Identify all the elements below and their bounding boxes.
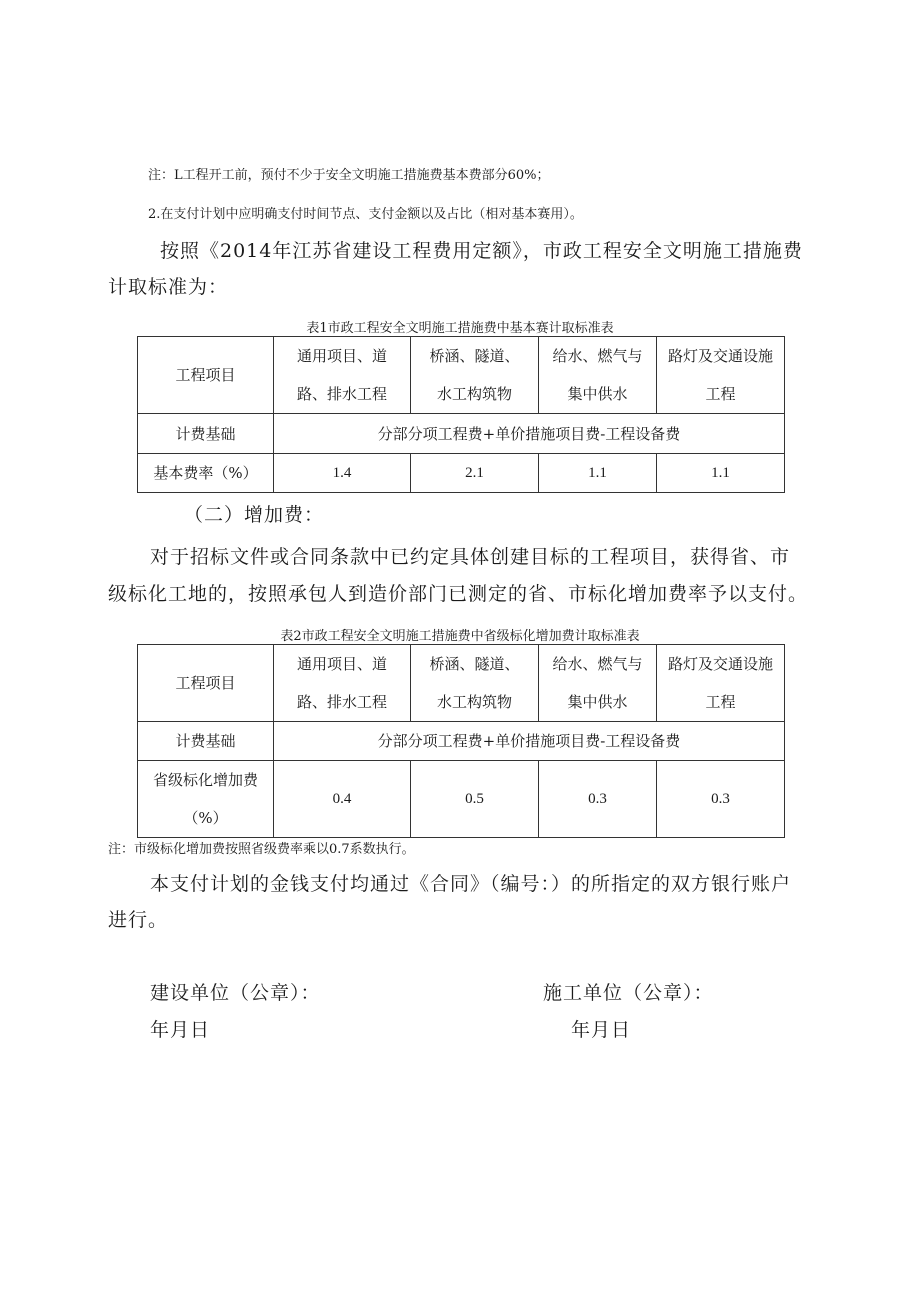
section-2-line-1: 对于招标文件或合同条款中已约定具体创建目标的工程项目，获得省、市	[150, 546, 791, 568]
paragraph-1-line-2: 计取标准为：	[108, 276, 229, 298]
table-2-basis-row	[138, 722, 785, 761]
table-1-basis-value: 分部分项工程费+单价措施项目费-工程设备费	[274, 414, 785, 454]
table-1-basis-label: 计费基础	[138, 414, 274, 454]
table-2-rate-cell: 0.3	[657, 761, 785, 838]
construction-unit-date: 年月日	[150, 1019, 211, 1041]
table-1-column-header: 给水、燃气与 集中供水	[539, 337, 657, 414]
table-2-column-header: 路灯及交通设施 工程	[657, 645, 785, 722]
table-2-column-header: 给水、燃气与 集中供水	[539, 645, 657, 722]
table-1-basis-row	[138, 414, 785, 454]
table-1-rate-cell: 2.1	[411, 454, 539, 493]
table-1-column-header: 通用项目、道 路、排水工程	[274, 337, 411, 414]
table-2-rate-label: 省级标化增加费 （%）	[138, 761, 274, 838]
table-2-column-header: 桥涵、隧道、 水工构筑物	[411, 645, 539, 722]
paragraph-1-line-1: 按照《2014年江苏省建设工程费用定额》，市政工程安全文明施工措施费	[160, 240, 803, 262]
table-1-column-header: 路灯及交通设施 工程	[657, 337, 785, 414]
table-1-column-header: 桥涵、隧道、 水工构筑物	[411, 337, 539, 414]
payment-note-1: 注：L工程开工前，预付不少于安全文明施工措施费基本费部分60%；	[148, 168, 550, 183]
table-1-rate-row	[138, 454, 785, 493]
table-2-header-row	[138, 645, 785, 722]
table-2-basis-value: 分部分项工程费+单价措施项目费-工程设备费	[274, 722, 785, 761]
table-2	[137, 644, 785, 838]
paragraph-3-line-2: 进行。	[108, 909, 169, 931]
table-2-rate-cell: 0.4	[274, 761, 411, 838]
payment-note-2: 2.在支付计划中应明确支付时间节点、支付金额以及占比（相对基本赛用）。	[148, 207, 583, 222]
table-2-note: 注：市级标化增加费按照省级费率乘以0.7系数执行。	[108, 842, 415, 857]
table-2-rate-cell: 0.3	[539, 761, 657, 838]
table-2-column-header: 通用项目、道 路、排水工程	[274, 645, 411, 722]
section-2-heading: （二）增加费：	[184, 504, 325, 526]
table-1-rate-label: 基本费率（%）	[138, 454, 274, 493]
table-2-header-label: 工程项目	[138, 645, 274, 722]
table-1-rate-cell: 1.1	[539, 454, 657, 493]
paragraph-3-line-1: 本支付计划的金钱支付均通过《合同》（编号：）的所指定的双方银行账户	[150, 873, 792, 895]
contractor-date: 年月日	[571, 1019, 632, 1041]
construction-unit-seal-label: 建设单位（公章）：	[150, 982, 321, 1004]
table-2-rate-row	[138, 761, 785, 838]
table-1-caption: 表1市政工程安全文明施工措施费中基本赛计取标准表	[306, 321, 614, 336]
table-1-rate-cell: 1.1	[657, 454, 785, 493]
table-2-rate-cell: 0.5	[411, 761, 539, 838]
table-1-header-label: 工程项目	[138, 337, 274, 414]
table-1-rate-cell: 1.4	[274, 454, 411, 493]
table-2-caption: 表2市政工程安全文明施工措施费中省级标化增加费计取标准表	[280, 629, 640, 644]
contractor-seal-label: 施工单位（公章）：	[543, 982, 714, 1004]
section-2-line-2: 级标化工地的，按照承包人到造价部门已测定的省、市标化增加费率予以支付。	[108, 583, 809, 605]
table-1-header-row	[138, 337, 785, 414]
table-1	[137, 336, 785, 493]
table-2-basis-label: 计费基础	[138, 722, 274, 761]
